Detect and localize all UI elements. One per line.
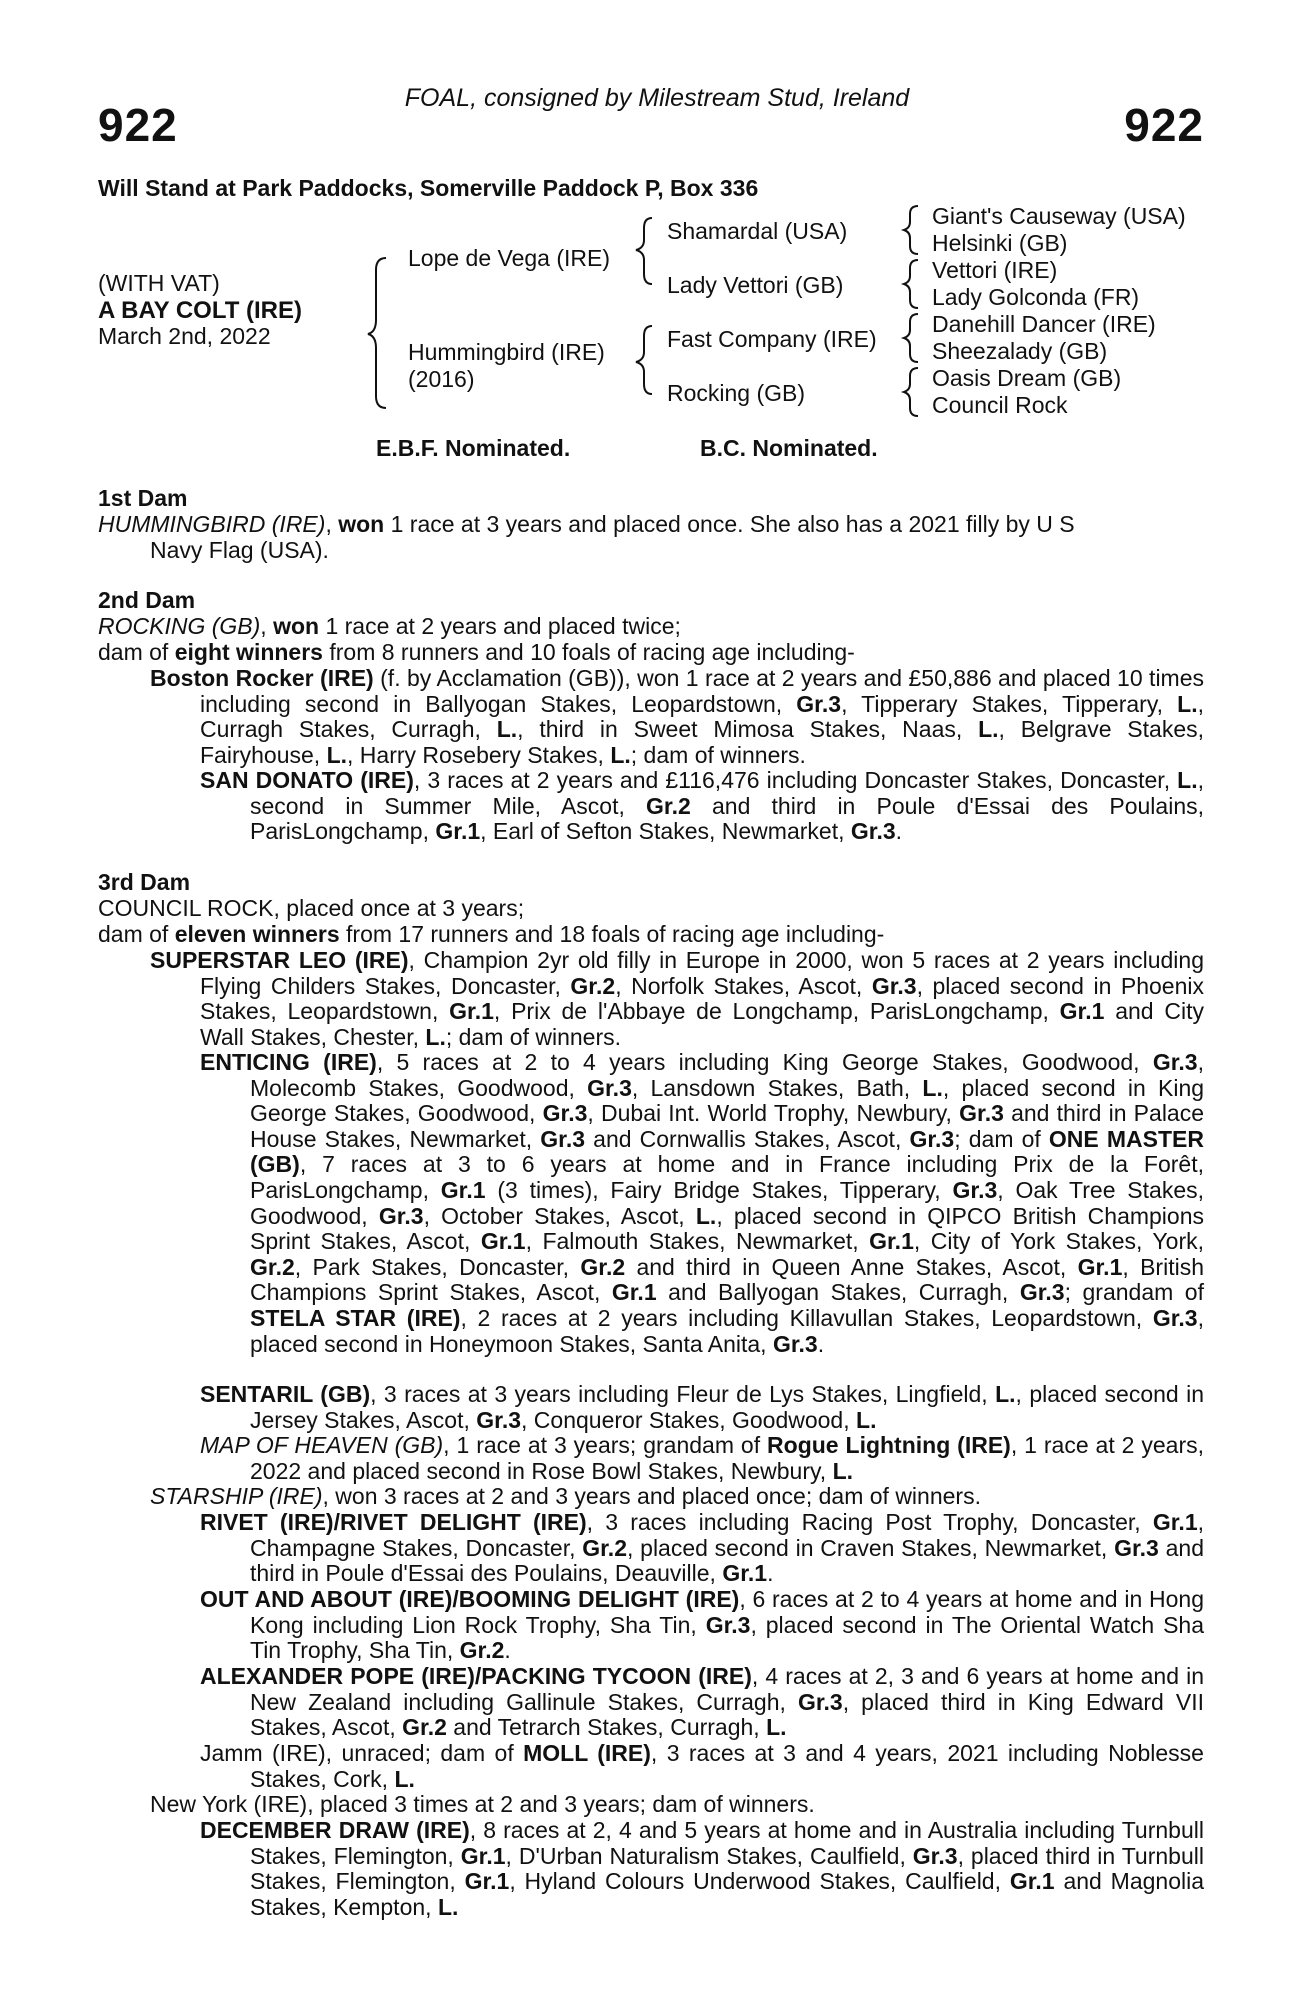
third-dam-winners: eleven winners bbox=[174, 921, 340, 947]
progeny-alexander-pope: ALEXANDER POPE (IRE)/PACKING TYCOON (IRE), 4 races at 2, 3 and 6 years at home and in New Zealand including Gallinule Stakes, Curragh, Gr.3, placed third in King Edward VII Stakes, Ascot, Gr.2 and Tetrarch Stakes, Curragh, L. bbox=[200, 1663, 1204, 1741]
third-dam-title: 3rd Dam bbox=[98, 869, 191, 895]
second-dam-name: ROCKING (GB) bbox=[98, 613, 261, 639]
pedigree-ssd: Helsinki (GB) bbox=[932, 230, 1068, 256]
progeny-superstar-leo: SUPERSTAR LEO (IRE), Champion 2yr old filly in Europe in 2000, won 5 races at 2 years including Flying Childers Stakes, Doncaster, Gr.2, Norfolk Stakes, Ascot, Gr.3, placed second in Phoenix Stakes, Leopardstown, Gr.1, Prix de l'Abbaye de Longchamp, ParisLongchamp, Gr.1 and City Wall Stakes, Chester, L.; dam of winners. bbox=[150, 947, 1204, 1050]
horse-dob: March 2nd, 2022 bbox=[98, 323, 271, 349]
pedigree-sds: Vettori (IRE) bbox=[932, 257, 1058, 283]
pedigree-dds: Oasis Dream (GB) bbox=[932, 365, 1122, 391]
second-dam-title: 2nd Dam bbox=[98, 587, 196, 613]
pedigree-sire-dam: Lady Vettori (GB) bbox=[667, 272, 844, 298]
pedigree-dss: Danehill Dancer (IRE) bbox=[932, 311, 1156, 337]
second-dam-won: won bbox=[273, 613, 320, 639]
lot-number-right: 922 bbox=[1124, 99, 1204, 151]
progeny-december-draw: DECEMBER DRAW (IRE), 8 races at 2, 4 and 5 years at home and in Australia including Turnbull Stakes, Flemington, Gr.1, D'Urban Naturalism Stakes, Caulfield, Gr.3, placed third in Turnbull Stakes, Flemington, Gr.1, Hyland Colours Underwood Stakes, Caulfield, Gr.1 and Magnolia Stakes, Kempton, L. bbox=[200, 1817, 1205, 1920]
horse-name: A BAY COLT (IRE) bbox=[98, 297, 303, 324]
progeny-boston-rocker: Boston Rocker (IRE) (f. by Acclamation (GB)), won 1 race at 2 years and £50,886 and placed 10 times including second in Ballyogan Stakes, Leopardstown, Gr.3, Tipperary Stakes, Tipperary, L., Curragh Stakes, Curragh, L., third in Sweet Mimosa Stakes, Naas, L., Belgrave Stakes, Fairyhouse, L., Harry Rosebery Stakes, L.; dam of winners. bbox=[150, 665, 1205, 768]
vat-note: (WITH VAT) bbox=[98, 270, 220, 296]
third-dam-line1: COUNCIL ROCK, placed once at 3 years; bbox=[98, 895, 525, 921]
first-dam-text1: 1 race at 3 years and placed once. She also has a 2021 filly by U S bbox=[384, 511, 1075, 537]
first-dam-title: 1st Dam bbox=[98, 485, 188, 511]
second-dam-line1: ROCKING (GB), won 1 race at 2 years and placed twice; bbox=[98, 613, 681, 639]
pedigree-dam-sire: Fast Company (IRE) bbox=[667, 326, 877, 352]
second-dam-text1: 1 race at 2 years and placed twice; bbox=[319, 613, 681, 639]
progeny-enticing: ENTICING (IRE), 5 races at 2 to 4 years including King George Stakes, Goodwood, Gr.3, Molecomb Stakes, Goodwood, Gr.3, Lansdown Stakes, Bath, L., placed second in King George Stakes, Goodwood, Gr.3, Dubai Int. World Trophy, Newbury, Gr.3 and third in Palace House Stakes, Newmarket, Gr.3 and Cornwallis Stakes, Ascot, Gr.3; dam of ONE MASTER (GB), 7 races at 3 to 6 years at home and in France including Prix de la Forêt, ParisLongchamp, Gr.1 (3 times), Fairy Bridge Stakes, Tipperary, Gr.3, Oak Tree Stakes, Goodwood, Gr.3, October Stakes, Ascot, L., placed second in QIPCO British Champions Sprint Stakes, Ascot, Gr.1, Falmouth Stakes, Newmarket, Gr.1, City of York Stakes, York, Gr.2, Park Stakes, Doncaster, Gr.2 and third in Queen Anne Stakes, Ascot, Gr.1, British Champions Sprint Stakes, Ascot, Gr.1 and Ballyogan Stakes, Curragh, Gr.3; grandam of STELA STAR (IRE), 2 races at 2 years including Killavullan Stakes, Leopardstown, Gr.3, placed second in Honeymoon Stakes, Santa Anita, Gr.3. bbox=[200, 1049, 1205, 1357]
first-dam-line2: Navy Flag (USA). bbox=[150, 537, 329, 563]
pedigree-dam-dam: Rocking (GB) bbox=[667, 380, 806, 406]
pedigree-sss: Giant's Causeway (USA) bbox=[932, 203, 1186, 229]
progeny-rivet: RIVET (IRE)/RIVET DELIGHT (IRE), 3 races including Racing Post Trophy, Doncaster, Gr.1, Champagne Stakes, Doncaster, Gr.2, placed second in Craven Stakes, Newmarket, Gr.3 and third in Poule d'Essai des Poulains, Deauville, Gr.1. bbox=[200, 1509, 1205, 1587]
progeny-san-donato: SAN DONATO (IRE), 3 races at 2 years and £116,476 including Doncaster Stakes, Doncaster, L., second in Summer Mile, Ascot, Gr.2 and third in Poule d'Essai des Poulains, ParisLongchamp, Gr.1, Earl of Sefton Stakes, Newmarket, Gr.3. bbox=[200, 767, 1204, 845]
progeny-new-york: New York (IRE), placed 3 times at 2 and 3 years; dam of winners. bbox=[150, 1791, 815, 1817]
pedigree-dsd: Sheezalady (GB) bbox=[932, 338, 1108, 364]
second-dam-winners: eight winners bbox=[174, 639, 323, 665]
pedigree-ddd: Council Rock bbox=[932, 392, 1068, 418]
ebf-nomination: E.B.F. Nominated. bbox=[376, 435, 571, 461]
first-dam-name: HUMMINGBIRD (IRE) bbox=[98, 511, 326, 537]
pedigree-sire-sire: Shamardal (USA) bbox=[667, 218, 848, 244]
pedigree-sdd: Lady Golconda (FR) bbox=[932, 284, 1140, 310]
pedigree-dam: Hummingbird (IRE) bbox=[408, 339, 605, 365]
second-dam-line2: dam of eight winners from 8 runners and 10 foals of racing age including- bbox=[98, 639, 855, 665]
pedigree-dam-year: (2016) bbox=[408, 366, 475, 392]
first-dam-won: won bbox=[338, 511, 385, 537]
third-dam-line2: dam of eleven winners from 17 runners and 18 foals of racing age including- bbox=[98, 921, 885, 947]
pedigree-sire: Lope de Vega (IRE) bbox=[408, 245, 611, 271]
lot-number-left: 922 bbox=[98, 99, 178, 151]
stand-location: Will Stand at Park Paddocks, Somerville Paddock P, Box 336 bbox=[98, 175, 759, 201]
progeny-map-of-heaven: MAP OF HEAVEN (GB), 1 race at 3 years; grandam of Rogue Lightning (IRE), 1 race at 2 years, 2022 and placed second in Rose Bowl Stakes, Newbury, L. bbox=[200, 1432, 1204, 1484]
progeny-out-and-about: OUT AND ABOUT (IRE)/BOOMING DELIGHT (IRE), 6 races at 2 to 4 years at home and in Hong Kong including Lion Rock Trophy, Sha Tin, Gr.3, placed second in The Oriental Watch Sha Tin Trophy, Sha Tin, Gr.2. bbox=[200, 1586, 1204, 1664]
progeny-sentaril: SENTARIL (GB), 3 races at 3 years including Fleur de Lys Stakes, Lingfield, L., placed second in Jersey Stakes, Ascot, Gr.3, Conqueror Stakes, Goodwood, L. bbox=[200, 1381, 1204, 1433]
foal-consignment-line: FOAL, consigned by Milestream Stud, Ireland bbox=[404, 84, 910, 112]
first-dam-line1: HUMMINGBIRD (IRE), won 1 race at 3 years and placed once. She also has a 2021 filly by U S bbox=[98, 511, 1075, 537]
bc-nomination: B.C. Nominated. bbox=[700, 435, 878, 461]
progeny-starship: STARSHIP (IRE), won 3 races at 2 and 3 years and placed once; dam of winners. bbox=[150, 1483, 981, 1509]
progeny-jamm: Jamm (IRE), unraced; dam of MOLL (IRE), 3 races at 3 and 4 years, 2021 including Noblesse Stakes, Cork, L. bbox=[200, 1740, 1204, 1792]
